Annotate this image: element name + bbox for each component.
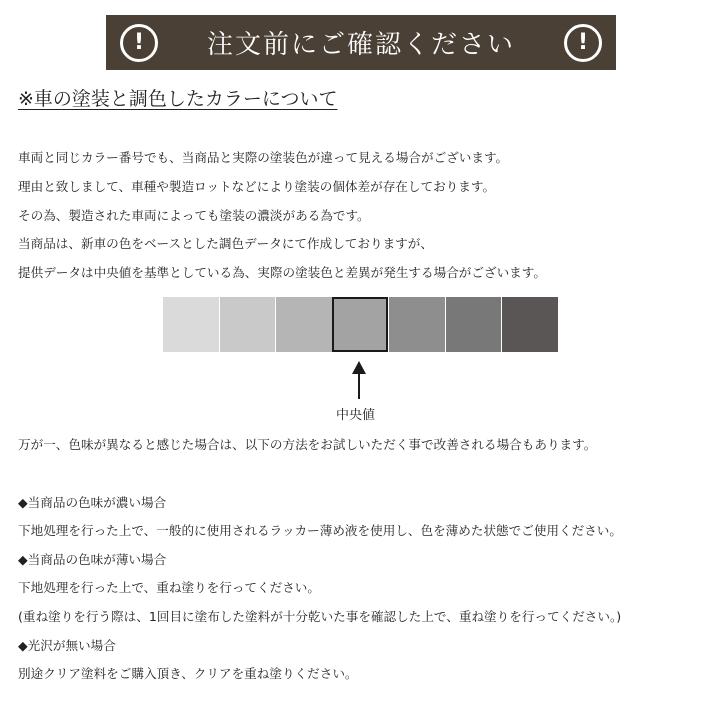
color-swatch [163, 297, 219, 352]
color-swatch-strip [163, 297, 558, 352]
intro-line: 車両と同じカラー番号でも、当商品と実際の塗装色が違って見える場合がございます。 [18, 150, 509, 165]
color-swatch-center [332, 297, 388, 352]
case-line: 下地処理を行った上で、一般的に使用されるラッカー薄め液を使用し、色を薄めた状態でご使用ください。 [18, 523, 622, 538]
color-swatch [219, 297, 276, 352]
intro-line: 提供データは中央値を基準としている為、実際の塗装色と差異が発生する場合がございます。 [18, 265, 546, 280]
case-heading: ◆光沢が無い場合 [18, 638, 116, 653]
color-swatch [501, 297, 558, 352]
case-heading: ◆当商品の色味が薄い場合 [18, 552, 167, 567]
case-heading: ◆当商品の色味が濃い場合 [18, 495, 167, 510]
arrow-up-icon [352, 361, 366, 399]
case-line: (重ね塗りを行う際は、1回目に塗布した塗料が十分乾いた事を確認した上で、重ね塗りを行ってください。) [18, 609, 622, 624]
center-value-label: 中央値 [336, 408, 376, 423]
section-title: ※車の塗装と調色したカラーについて [18, 88, 338, 110]
color-swatch [388, 297, 445, 352]
intro-line: 当商品は、新車の色をベースとした調色データにて作成しておりますが、 [18, 236, 433, 251]
intro-line: その為、製造された車両によっても塗装の濃淡がある為です。 [18, 208, 370, 223]
notice-line: 万が一、色味が異なると感じた場合は、以下の方法をお試しいただく事で改善される場合もあります。 [18, 437, 597, 452]
color-swatch [445, 297, 502, 352]
exclamation-circle-icon: ! [120, 24, 158, 62]
exclamation-circle-icon: ! [564, 24, 602, 62]
color-swatch [275, 297, 332, 352]
case-line: 下地処理を行った上で、重ね塗りを行ってください。 [18, 580, 320, 595]
notice-banner [106, 15, 616, 70]
case-line: 別途クリア塗料をご購入頂き、クリアを重ね塗りください。 [18, 666, 358, 681]
intro-line: 理由と致しまして、車種や製造ロットなどにより塗装の個体差が存在しております。 [18, 179, 496, 194]
banner-title: 注文前にご確認ください [206, 30, 515, 60]
